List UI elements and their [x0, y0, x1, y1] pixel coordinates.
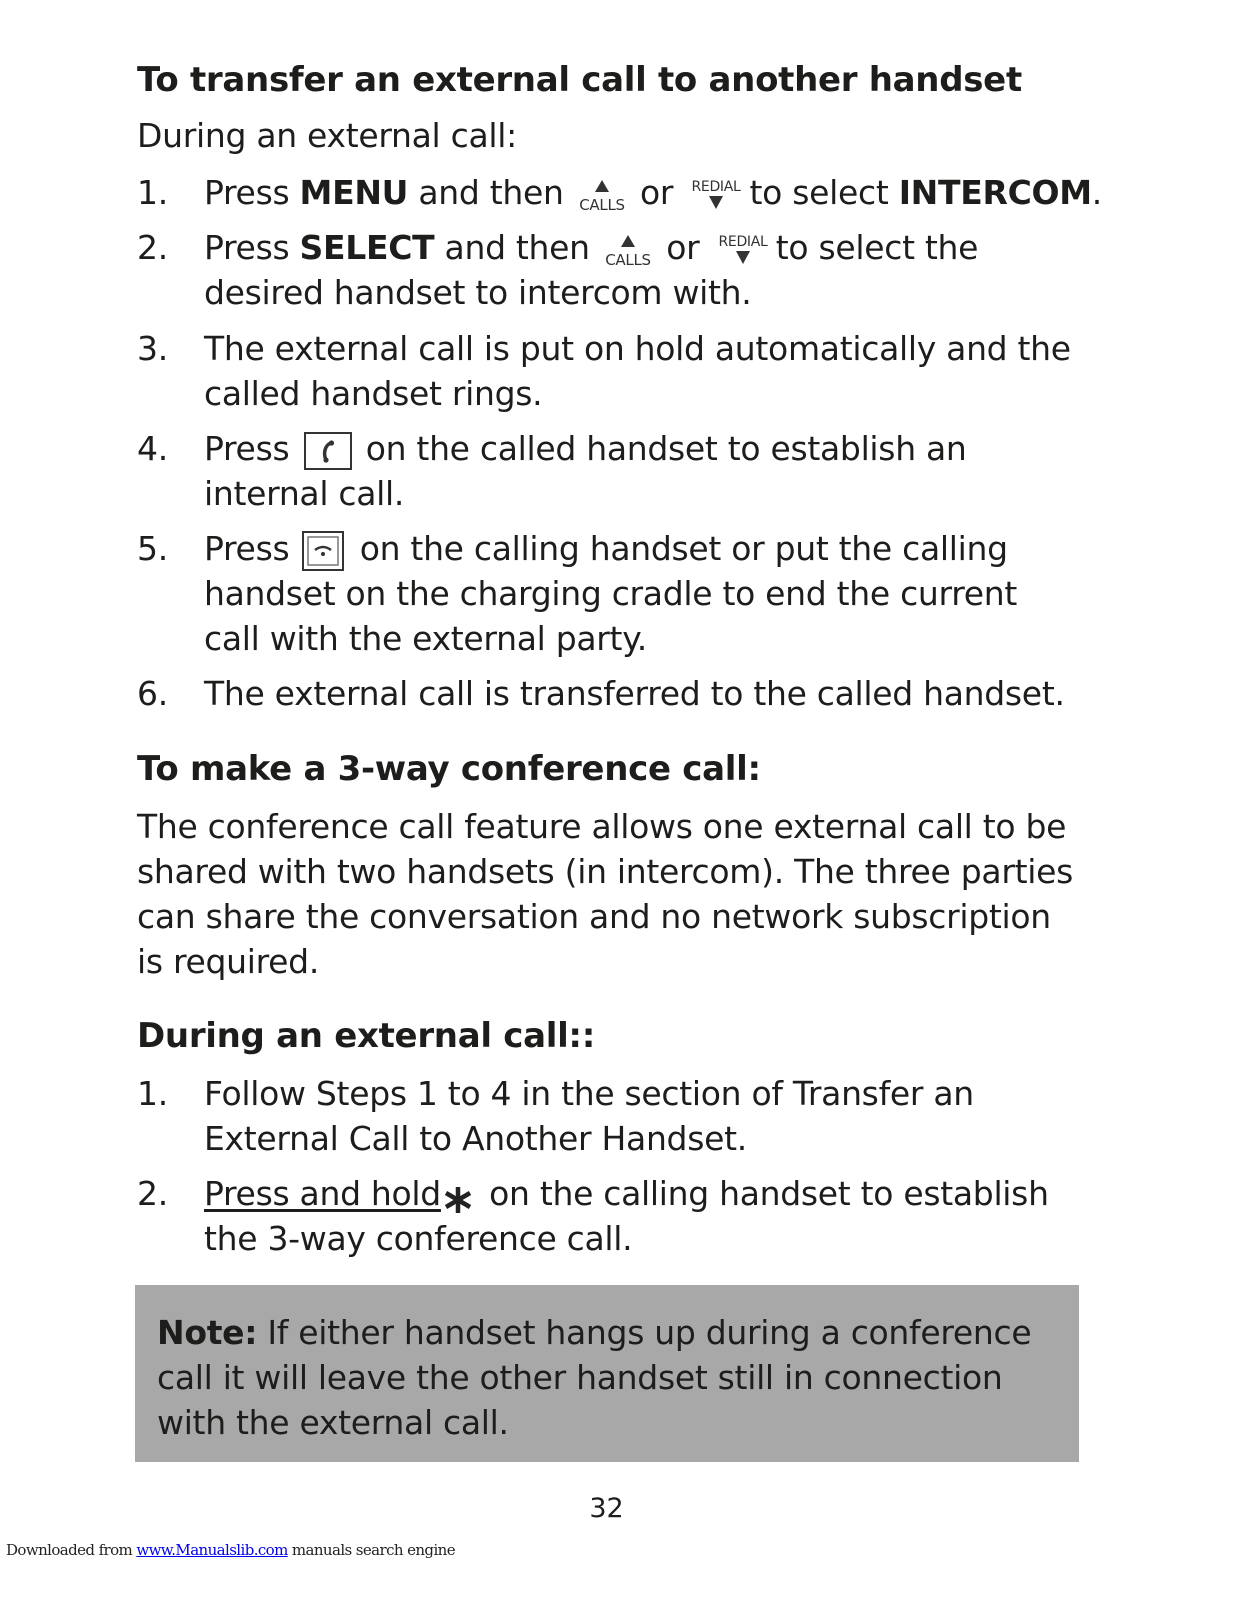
- step-number: 4.: [137, 429, 168, 468]
- calls-up-arrow-icon: [576, 177, 628, 213]
- step-text: The external call is transferred to the called handset.: [204, 674, 1065, 713]
- note-text: Note: If either handset hangs up during a conference call it will leave the other handset still in connection with the external call.: [157, 1313, 1032, 1442]
- menu-key-label: MENU: [299, 173, 409, 212]
- step-text: Press SELECT and then CALLS or REDIAL to select the desired handset to intercom with.: [204, 228, 979, 312]
- step-number: 6.: [137, 674, 168, 713]
- step-text: The external call is put on hold automatically and the called handset rings.: [204, 329, 1071, 413]
- svg-text:REDIAL: REDIAL: [691, 178, 741, 195]
- manualslib-link[interactable]: www.Manualslib.com: [136, 1541, 288, 1559]
- step-text: Press MENU and then CALLS or REDIAL to select INTERCOM.: [204, 173, 1102, 213]
- calls-up-arrow-icon: [602, 232, 654, 268]
- star-key-icon: [443, 1181, 473, 1211]
- step-number: 1.: [137, 1074, 168, 1113]
- intercom-label: INTERCOM: [898, 173, 1092, 212]
- step-number: 3.: [137, 329, 168, 368]
- redial-down-arrow-icon: [685, 177, 741, 213]
- step-text: Press and hold on the calling handset to establish the 3-way conference call.: [204, 1174, 1049, 1258]
- press-and-hold-text: Press and hold: [204, 1174, 441, 1213]
- step-text: Press on the calling handset or put the calling handset on the charging cradle to end the current call with the external party.: [204, 529, 1018, 658]
- redial-down-arrow-icon: [712, 232, 768, 268]
- step-number: 2.: [137, 1174, 168, 1213]
- step-number: 5.: [137, 529, 168, 568]
- section-heading-during-call: During an external call::: [137, 1016, 596, 1056]
- section-heading-conference: To make a 3-way conference call:: [137, 749, 761, 789]
- svg-text:CALLS: CALLS: [579, 195, 625, 213]
- talk-phone-icon: [304, 432, 352, 470]
- end-call-icon: [302, 531, 344, 571]
- page-number: 32: [589, 1493, 624, 1524]
- step-number: 1.: [137, 173, 168, 212]
- section-heading-transfer: To transfer an external call to another handset: [137, 60, 1022, 100]
- note-label: Note:: [157, 1313, 258, 1352]
- intro-text: During an external call:: [137, 116, 517, 155]
- select-key-label: SELECT: [299, 228, 435, 267]
- conference-description: The conference call feature allows one external call to be shared with two handsets (in intercom). The three parties can share the conversation and no network subscription is required.: [137, 807, 1073, 981]
- step-number: 2.: [137, 228, 168, 267]
- svg-text:CALLS: CALLS: [605, 250, 651, 268]
- svg-text:REDIAL: REDIAL: [718, 233, 768, 250]
- download-footer: Downloaded from www.Manualslib.com manuals search engine: [6, 1541, 455, 1559]
- step-text: Press on the called handset to establish an internal call.: [204, 429, 967, 513]
- note-box: [135, 1285, 1079, 1462]
- step-text: Follow Steps 1 to 4 in the section of Transfer an External Call to Another Handset.: [204, 1074, 974, 1158]
